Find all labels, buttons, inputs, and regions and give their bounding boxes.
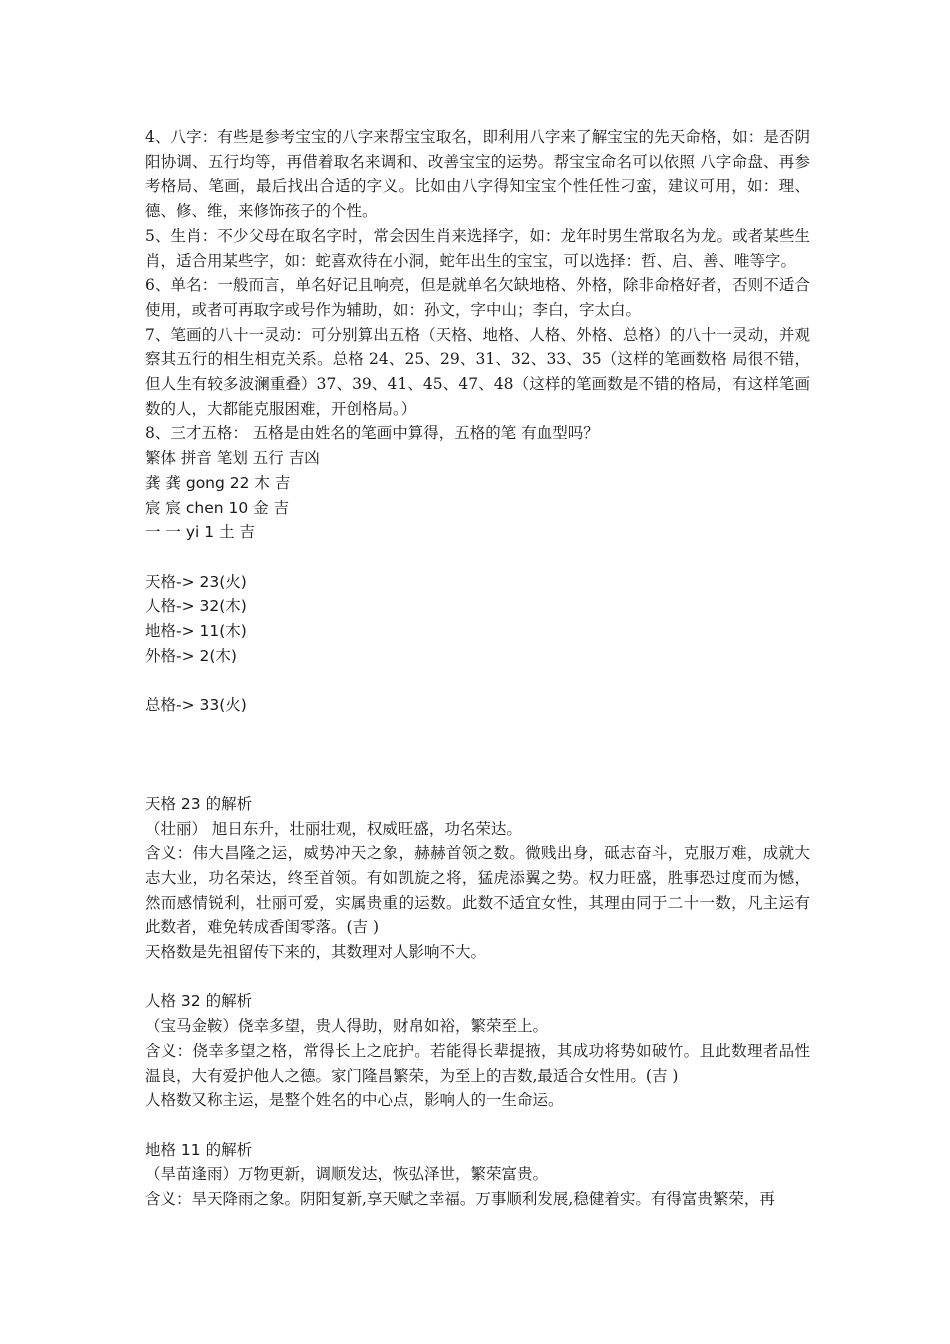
table-row-yi: 一 一 yi 1 土 吉	[145, 523, 255, 542]
section-note-ren: 人格数又称主运，是整个姓名的中心点，影响人的一生命运。	[145, 1091, 564, 1110]
spacer	[145, 965, 810, 990]
section-title-di: 地格 11 的解析	[145, 1140, 253, 1159]
grid-total: 总格-> 33(火)	[145, 696, 247, 715]
table-row-gong: 龚 龚 gong 22 木 吉	[145, 473, 291, 492]
section-title-ren: 人格 32 的解析	[145, 992, 253, 1011]
grid-ren: 人格-> 32(木)	[145, 597, 247, 616]
spacer	[145, 718, 810, 792]
section-summary-tian: （壮丽） 旭日东升，壮丽壮观，权威旺盛，功名荣达。	[145, 819, 522, 838]
table-header-line: 繁体 拼音 笔划 五行 吉凶	[145, 449, 320, 468]
paragraph-zodiac: 5、生肖：不少父母在取名字时，常会因生肖来选择字，如：龙年时男生常取名为龙。或者某些生肖，适合用某些字，如：蛇喜欢待在小洞，蛇年出生的宝宝，可以选择：哲、启、善、唯等字。	[145, 226, 810, 270]
grid-wai: 外格-> 2(木)	[145, 646, 237, 665]
section-meaning-tian: 含义：伟大昌隆之运，威势冲天之象，赫赫首领之数。微贱出身，砥志奋斗，克服万难，成就大志大业，功名荣达，终至首领。有如凯旋之将，猛虎添翼之势。权力旺盛，胜事恐过度而为憾，然而感情锐利，壮丽可爱，实属贵重的运数。此数不适宜女性，其理由同于二十一数，凡主运有此数者，难免转成香闺零落。(吉 )	[145, 844, 810, 937]
document-body	[145, 125, 810, 1212]
paragraph-single-name: 6、单名：一般而言，单名好记且响亮，但是就单名欠缺地格、外格，除非命格好者，否则不适合使用，或者可再取字或号作为辅助，如：孙文，字中山；李白，字太白。	[145, 276, 810, 319]
section-summary-ren: （宝马金鞍）侥幸多望，贵人得助，财帛如裕，繁荣至上。	[145, 1017, 549, 1036]
spacer	[145, 1113, 810, 1138]
table-row-chen: 宸 宸 chen 10 金 吉	[145, 498, 290, 517]
paragraph-bazi: 4、八字：有些是参考宝宝的八字来帮宝宝取名，即利用八字来了解宝宝的先天命格，如：是否阴阳协调、五行均等，再借着取名来调和、改善宝宝的运势。帮宝宝命名可以依照 八字命盘、再参考格局、笔画，最后找出合适的字义。比如由八字得知宝宝个性任性刁蛮，建议可用，如：理、德、修、维，来修饰孩子的个性。	[145, 128, 810, 221]
section-meaning-ren: 含义：侥幸多望之格，常得长上之庇护。若能得长辈提掖，其成功将势如破竹。且此数理者品性温良，大有爱护他人之德。家门隆昌繁荣，为至上的吉数,最适合女性用。(吉 )	[145, 1041, 810, 1085]
grid-di: 地格-> 11(木)	[145, 622, 247, 641]
section-summary-di: （旱苗逢雨）万物更新，调顺发达，恢弘泽世，繁荣富贵。	[145, 1165, 549, 1184]
section-note-tian: 天格数是先祖留传下来的，其数理对人影响不大。	[145, 943, 487, 962]
grid-tian: 天格-> 23(火)	[145, 572, 247, 591]
spacer	[145, 668, 810, 693]
paragraph-stroke-81: 7、笔画的八十一灵动：可分别算出五格（天格、地格、人格、外格、总格）的八十一灵动，并观察其五行的相生相克关系。总格 24、25、29、31、32、33、35（这样的笔画数格 局很不错，但人生有较多波澜重叠）37、39、41、45、47、48（这样的笔画数是不错的格局，有这样笔画数的人，大都能克服困难，开创格局。）	[145, 325, 810, 418]
spacer	[145, 545, 810, 570]
paragraph-three-talents: 8、三才五格： 五格是由姓名的笔画中算得，五格的笔 有血型吗？	[145, 424, 599, 443]
section-meaning-di: 含义：旱天降雨之象。阴阳复新,享天赋之幸福。万事顺利发展,稳健着实。有得富贵繁荣，再	[145, 1190, 775, 1209]
section-title-tian: 天格 23 的解析	[145, 794, 253, 813]
